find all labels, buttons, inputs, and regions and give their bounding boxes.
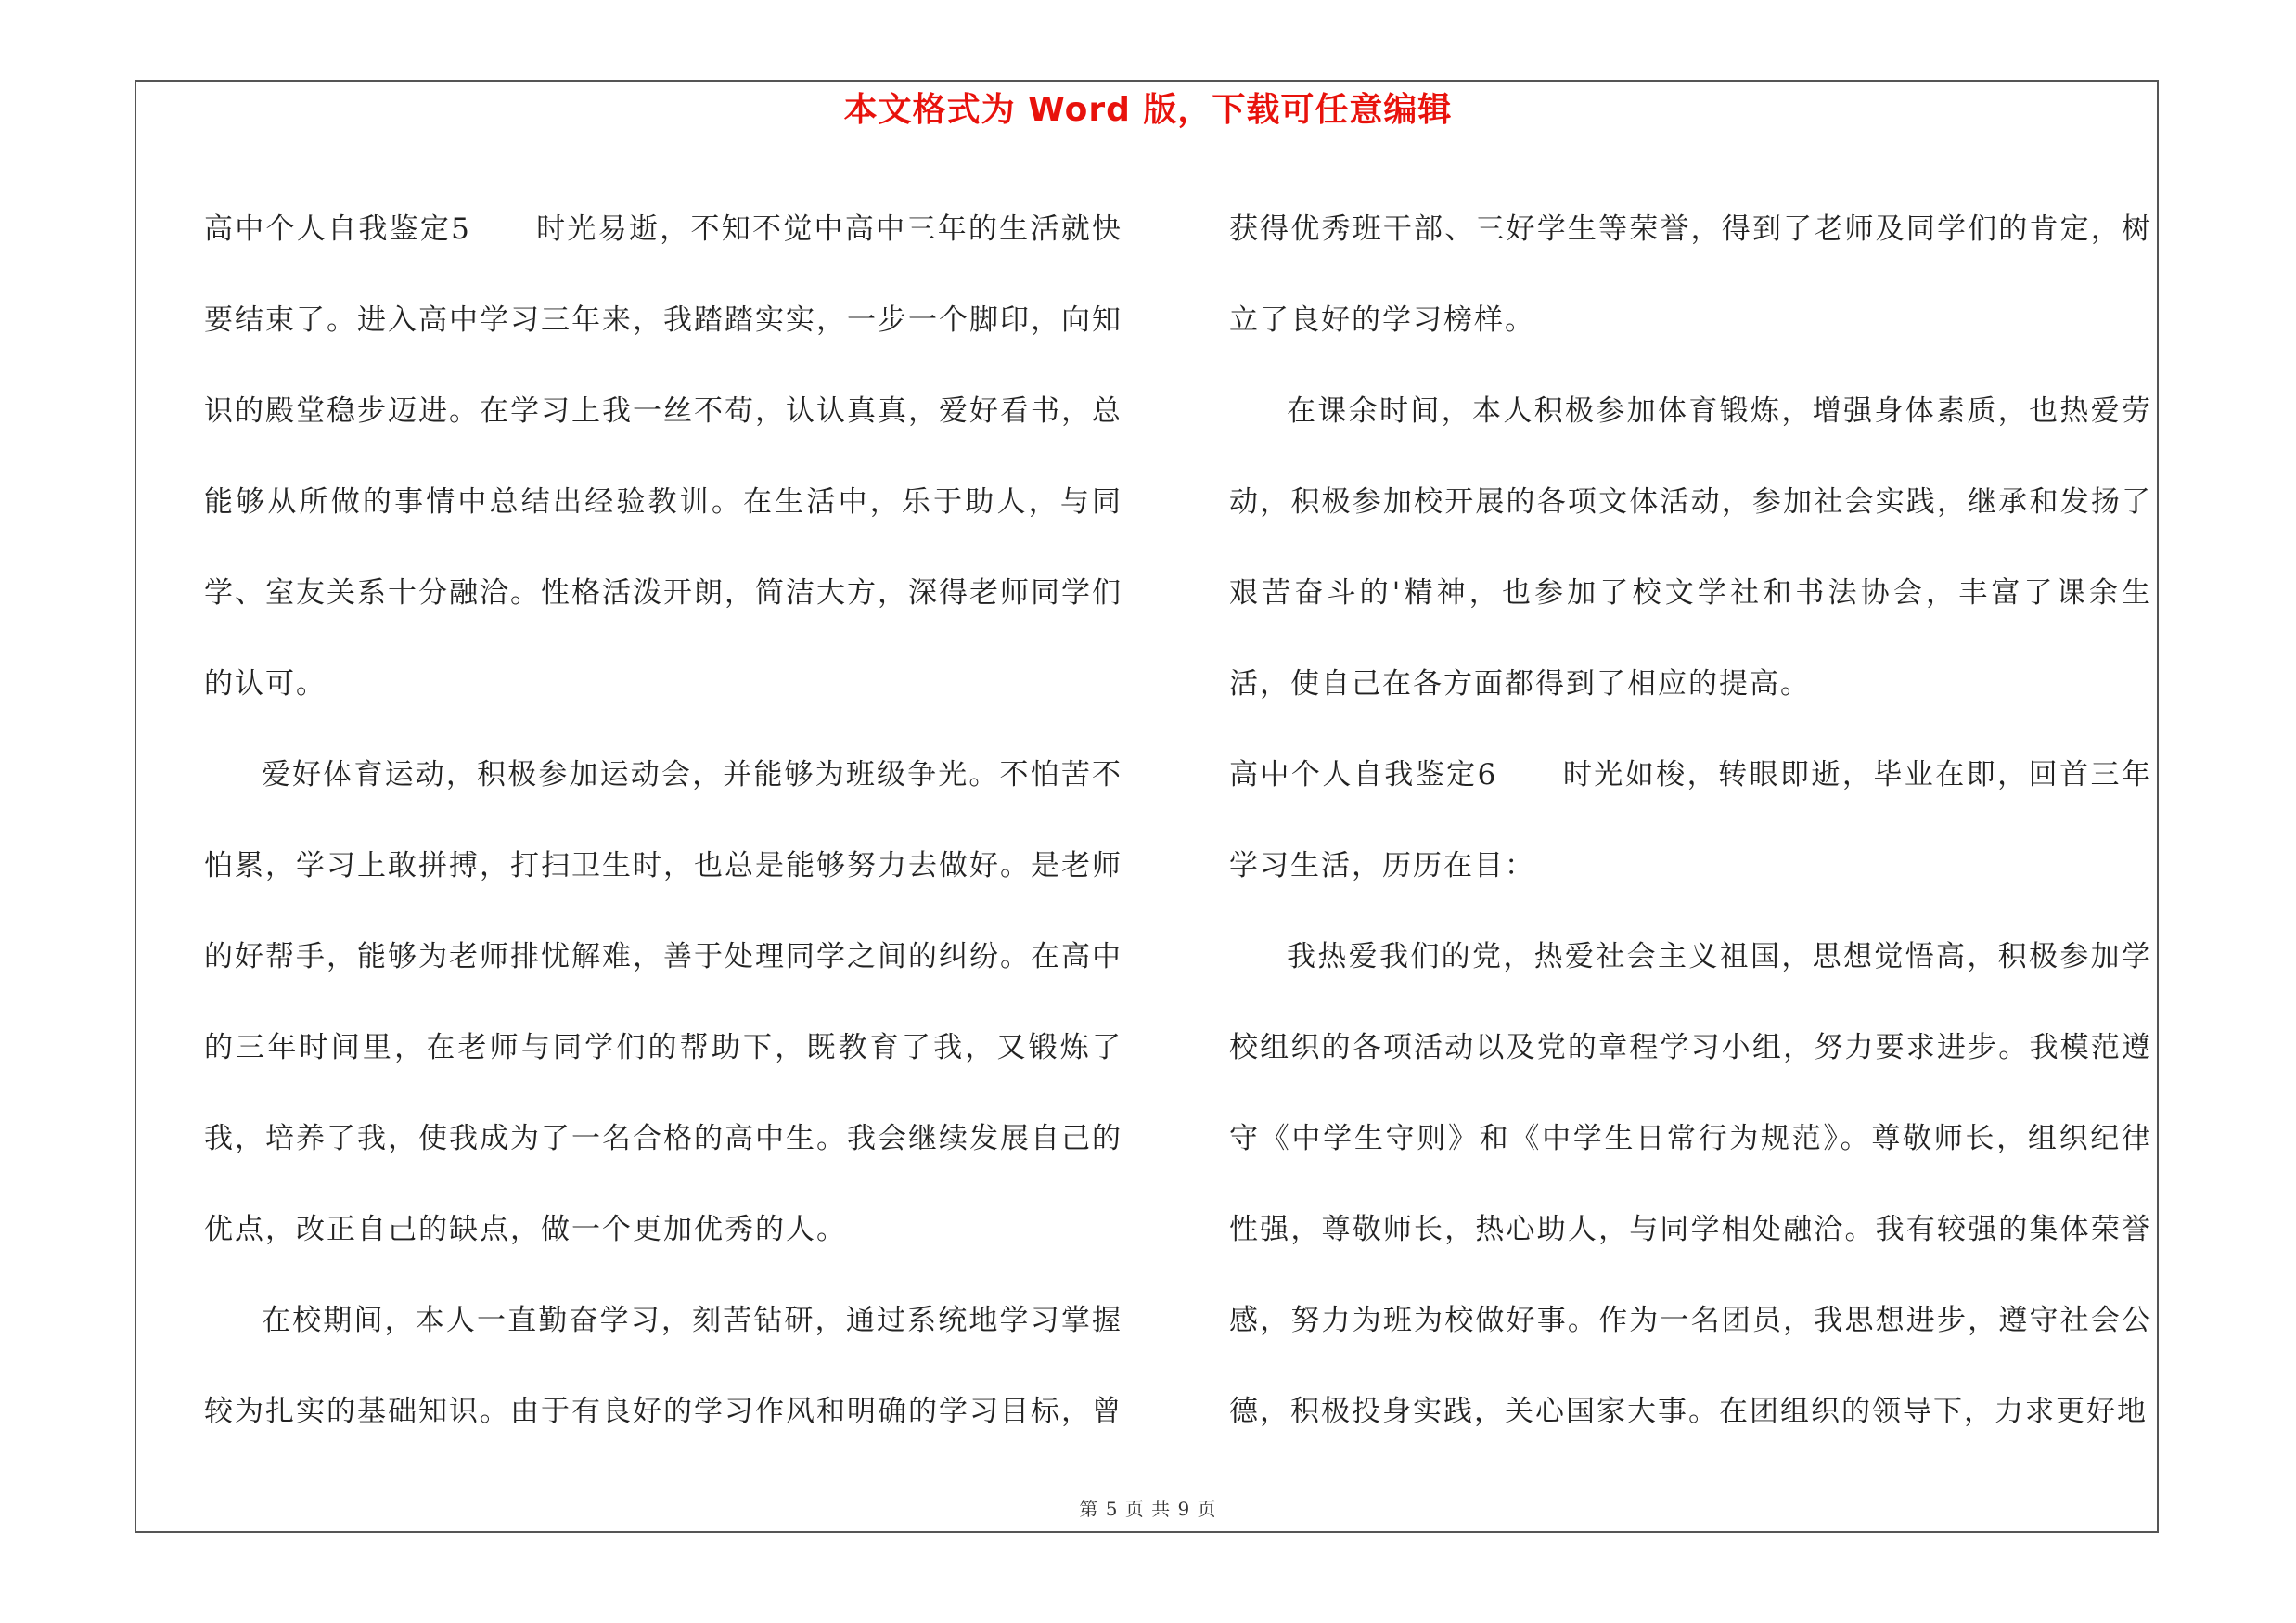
page-number-footer: 第 5 页 共 9 页 xyxy=(1079,1498,1217,1520)
word-format-banner: 本文格式为 Word 版，下载可任意编辑 xyxy=(843,91,1453,129)
paragraph-text: 时光易逝，不知不觉中高中三年的生活就快要结束了。进入高中学习三年来，我踏踏实实，一步一个脚印，向知识的殿堂稳步迈进。在学习上我一丝不苟，认认真真，爱好看书，总能够从所做的事情中总结出经验教训。在生活中，乐于助人，与同学、室友关系十分融洽。性格活泼开朗，简洁大方，深得老师同学们的认可。 xyxy=(204,213,1122,701)
paragraph: 爱好体育运动，积极参加运动会，并能够为班级争光。不怕苦不怕累，学习上敢拼搏，打扫卫生时，也总是能够努力去做好。是老师的好帮手，能够为老师排忧解难，善于处理同学之间的纠纷。在高中的三年时间里，在老师与同学们的帮助下，既教育了我，又锻炼了我，培养了我，使我成为了一名合格的高中生。我会继续发展自己的优点，改正自己的缺点，做一个更加优秀的人。 xyxy=(204,758,1122,1246)
section-title: 高中个人自我鉴定5 xyxy=(204,213,471,246)
section-title: 高中个人自我鉴定6 xyxy=(1229,758,1498,792)
left-column xyxy=(204,184,1122,1457)
section-5-paragraph xyxy=(204,184,1122,729)
section-6-paragraph xyxy=(1229,729,2152,911)
paragraph-continued: 获得优秀班干部、三好学生等荣誉，得到了老师及同学们的肯定，树立了良好的学习榜样。 xyxy=(1229,213,2152,337)
paragraph-text: 时光如梭，转眼即逝，毕业在即，回首三年学习生活，历历在目： xyxy=(1229,758,2152,882)
right-column xyxy=(1229,184,2152,1457)
paragraph: 我热爱我们的党，热爱社会主义祖国，思想觉悟高，积极参加学校组织的各项活动以及党的章程学习小组，努力要求进步。我模范遵守《中学生守则》和《中学生日常行为规范》。尊敬师长，组织纪律性强，尊敬师长，热心助人，与同学相处融洽。我有较强的集体荣誉感，努力为班为校做好事。作为一名团员，我思想进步，遵守社会公德，积极投身实践，关心国家大事。在团组织的领导下，力求更好地 xyxy=(1229,940,2152,1428)
paragraph: 在校期间，本人一直勤奋学习，刻苦钻研，通过系统地学习掌握较为扎实的基础知识。由于有良好的学习作风和明确的学习目标，曾 xyxy=(204,1304,1122,1428)
paragraph: 在课余时间，本人积极参加体育锻炼，增强身体素质，也热爱劳动，积极参加校开展的各项文体活动，参加社会实践，继承和发扬了艰苦奋斗的'精神，也参加了校文学社和书法协会，丰富了课余生活，使自己在各方面都得到了相应的提高。 xyxy=(1229,394,2152,701)
